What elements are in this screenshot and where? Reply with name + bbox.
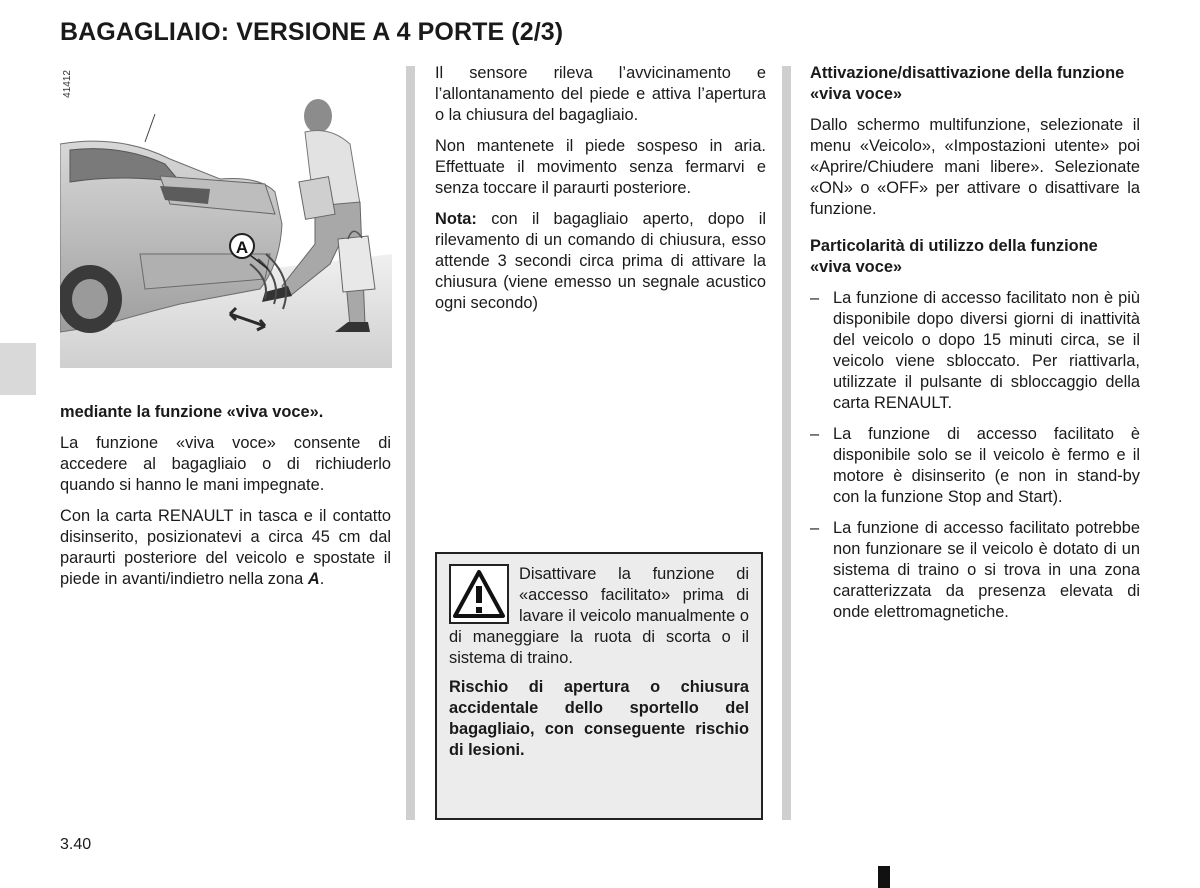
figure-reference-number: 41412: [62, 70, 73, 98]
car-wheel-rim: [72, 279, 108, 319]
column-middle: [435, 63, 766, 324]
warning-box: [435, 552, 763, 820]
warning-triangle-icon: [449, 564, 509, 624]
illustration-svg: [60, 64, 392, 368]
note-text: con il bagagliaio aperto, dopo il rilevamento di un comando di chiusura, esso attende 3 secondi circa prima di attivare la chiusura (viene emesso un segnale acustico ogni secondo): [435, 210, 766, 312]
column-left: [60, 402, 391, 600]
zone-label-a: A: [307, 570, 320, 588]
column2-note: [435, 209, 766, 314]
callout-label-a: A: [235, 238, 249, 257]
column1-paragraph: La funzione «viva voce» consente di accedere al bagagliaio o di richiuderlo quando si hanno le mani impegnate.: [60, 434, 391, 494]
column1-paragraph-text: Con la carta RENAULT in tasca e il contatto disinserito, posizionatevi a circa 45 cm dal paraurti posteriore del veicolo e spostate il piede in avanti/indietro nella zona: [60, 507, 391, 588]
list-item: – La funzione di accesso facilitato è disponibile solo se il veicolo è fermo e il motore è disinserito (e non in stand-by con la funzione Stop and Start).: [810, 424, 1140, 508]
note-label: Nota:: [435, 210, 477, 228]
trunk-foot-gesture-illustration: [60, 64, 392, 368]
column-divider-left: [406, 66, 415, 820]
page-edge-mark: [878, 866, 890, 888]
warning-bold-text: Rischio di apertura o chiusura accidentale dello sportello del bagagliaio, con conseguente rischio di lesioni.: [449, 678, 749, 759]
section2-heading: Particolarità di utilizzo della funzione «viva voce»: [810, 237, 1098, 276]
column1-heading: mediante la funzione «viva voce».: [60, 403, 324, 421]
page-title: BAGAGLIAIO: VERSIONE A 4 PORTE (2/3): [60, 18, 564, 46]
section1-text: Dallo schermo multifunzione, selezionate il menu «Veicolo», «Impostazioni utente» poi «Aprire/Chiudere mani libere». Selezionate «ON» o «OFF» per attivare o disattivare la funzione.: [810, 116, 1140, 218]
page-number: 3.40: [60, 836, 92, 853]
column2-paragraph: Il sensore rileva l’avvicinamento e l’allontanamento del piede e attiva l’apertura o la chiusura del bagagliaio.: [435, 64, 766, 124]
column-divider-right: [782, 66, 791, 820]
column-right: [810, 63, 1140, 633]
side-tab-marker: [0, 343, 36, 395]
zone-suffix: .: [319, 570, 325, 588]
column1-paragraph: [60, 506, 391, 590]
section1-heading: Attivazione/disattivazione della funzione «viva voce»: [810, 64, 1125, 103]
list-item: – La funzione di accesso facilitato non è più disponibile dopo diversi giorni di inattività del veicolo o dopo 15 minuti circa, se il veicolo viene sbloccato. Per riattivarla, utilizzate il pulsante di sbloccaggio della carta RENAULT.: [810, 288, 1140, 414]
column2-paragraph: Non mantenete il piede sospeso in aria. Effettuate il movimento senza fermarvi e senza toccare il paraurti posteriore.: [435, 137, 766, 197]
pointer-line: [145, 114, 155, 142]
usage-notes-list: [810, 288, 1140, 623]
warning-text: Disattivare la funzione di «accesso facilitato» prima di lavare il veicolo manualmente o di maneggiare la ruota di scorta o il sistema di traino.: [449, 565, 749, 667]
list-item: – La funzione di accesso facilitato potrebbe non funzionare se il veicolo è dotato di un sistema di traino o si trova in una zona caratterizzata da presenza elevata di onde elettromagnetiche.: [810, 518, 1140, 623]
